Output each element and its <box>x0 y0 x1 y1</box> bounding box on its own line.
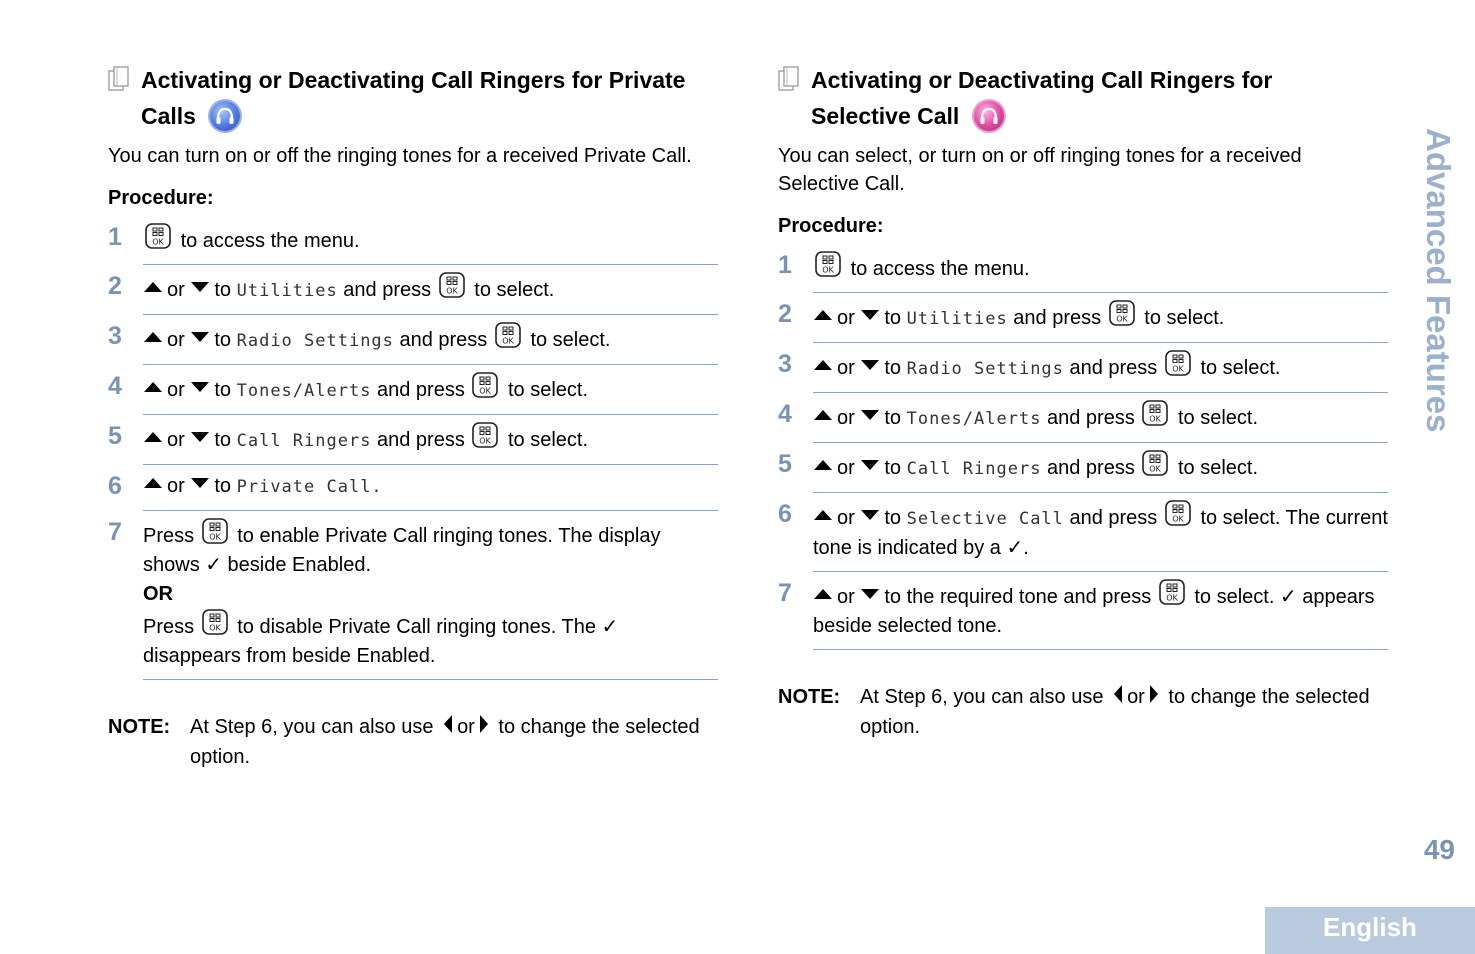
svg-text:OK: OK <box>502 336 514 346</box>
procedure-steps <box>108 216 718 680</box>
and-press-text: and press <box>399 329 488 351</box>
down-arrow-icon <box>860 459 880 471</box>
to-select-text: to select. <box>1200 357 1281 379</box>
to-text: to <box>214 475 232 497</box>
note <box>108 712 718 772</box>
right-column <box>778 62 1388 742</box>
procedure-label: Procedure: <box>108 187 214 209</box>
to-select-text: to select. <box>530 329 611 351</box>
down-arrow-icon <box>190 281 210 293</box>
up-arrow-icon <box>813 409 833 421</box>
menu-item-private-call: Private Call. <box>236 477 383 497</box>
note-text-a: At Step 6, you can also use <box>190 716 434 738</box>
step-number: 7 <box>108 518 122 546</box>
svg-text:OK: OK <box>208 623 221 633</box>
and-press-text: and press <box>343 279 432 301</box>
step-7 <box>108 511 718 680</box>
to-select-text: to select. <box>474 279 555 301</box>
and-press-text: and press <box>1069 507 1158 529</box>
or-text: or <box>837 307 855 329</box>
down-arrow-icon <box>860 359 880 371</box>
note-text-a: At Step 6, you can also use <box>860 686 1104 708</box>
to-select-text: to select. <box>1177 457 1259 479</box>
to-select-text: to select. <box>1177 407 1259 429</box>
menu-ok-button-icon <box>1142 450 1168 476</box>
step-number: 5 <box>778 450 792 478</box>
to-text: to <box>884 357 902 379</box>
press-text: Press <box>143 616 195 638</box>
svg-text:OK: OK <box>479 386 492 396</box>
note-or: or <box>457 716 475 738</box>
to-text: to <box>214 379 232 401</box>
down-arrow-icon <box>190 477 210 489</box>
to-select-text: to select. <box>507 429 589 451</box>
menu-ok-button-icon <box>1159 579 1185 605</box>
intro-text: You can turn on or off the ringing tones for a received Private Call. <box>108 145 692 167</box>
down-arrow-icon <box>190 381 210 393</box>
menu-item-radio-settings: Radio Settings <box>236 331 394 351</box>
left-arrow-icon <box>443 714 453 734</box>
down-arrow-icon <box>860 588 880 600</box>
menu-item-selective-call: Selective Call <box>906 509 1064 529</box>
to-text: to <box>214 329 232 351</box>
heading-line-1: Activating or Deactivating Call Ringers for Private <box>141 67 686 93</box>
and-press-text: and press <box>1047 457 1135 479</box>
svg-text:OK: OK <box>445 286 458 296</box>
up-arrow-icon <box>143 431 163 443</box>
menu-ok-button-icon <box>202 609 228 635</box>
menu-ok-button-icon <box>472 422 498 448</box>
left-column <box>108 62 718 772</box>
right-arrow-icon <box>479 714 489 734</box>
note-text-b: to change the selected option. <box>860 686 1370 738</box>
procedure-steps <box>778 244 1388 650</box>
step-number: 4 <box>108 372 122 400</box>
page-number: 49 <box>1423 834 1455 865</box>
to-text: to <box>884 407 902 429</box>
heading-line-2: Selective Call <box>811 103 960 129</box>
heading-line-1: Activating or Deactivating Call Ringers for <box>811 67 1273 93</box>
svg-text:OK: OK <box>1115 314 1128 324</box>
step-5 <box>108 415 718 465</box>
step-number: 2 <box>778 300 792 328</box>
enable-text: to enable Private Call ringing tones. The display shows ✓ beside Enabled. <box>143 525 661 576</box>
to-text: to <box>884 307 902 329</box>
svg-text:OK: OK <box>152 237 164 247</box>
menu-ok-button-icon <box>815 251 841 277</box>
note-label: NOTE: <box>778 686 841 708</box>
menu-ok-button-icon <box>439 272 465 298</box>
step-number: 6 <box>108 472 122 500</box>
down-arrow-icon <box>860 309 880 321</box>
to-text: to <box>884 457 902 479</box>
intro-text: You can select, or turn on or off ringing tones for a received Selective Call. <box>778 145 1302 195</box>
and-press-text: and press <box>1013 307 1102 329</box>
or-text: or <box>837 507 855 529</box>
svg-text:OK: OK <box>1149 464 1162 474</box>
step-4 <box>778 393 1388 443</box>
page-icon <box>108 66 130 102</box>
svg-text:OK: OK <box>1166 593 1178 603</box>
up-arrow-icon <box>143 331 163 343</box>
down-arrow-icon <box>190 431 210 443</box>
step-number: 2 <box>108 272 122 300</box>
menu-item-tones-alerts: Tones/Alerts <box>236 381 372 401</box>
up-arrow-icon <box>813 509 833 521</box>
up-arrow-icon <box>813 588 833 600</box>
up-arrow-icon <box>143 477 163 489</box>
step-text: to access the menu. <box>850 258 1030 280</box>
page-icon <box>778 66 800 102</box>
or-separator: OR <box>143 583 173 605</box>
and-press-text: and press <box>1069 357 1158 379</box>
right-arrow-icon <box>1149 684 1159 704</box>
step-6 <box>108 465 718 511</box>
menu-item-call-ringers: Call Ringers <box>236 431 372 451</box>
menu-item-tones-alerts: Tones/Alerts <box>906 409 1042 429</box>
or-text: or <box>167 429 185 451</box>
disable-text: to disable Private Call ringing tones. The ✓ disappears from beside Enabled. <box>143 616 619 667</box>
step-number: 5 <box>108 422 122 450</box>
to-select-text: to select. <box>1144 307 1225 329</box>
to-text: to <box>884 507 902 529</box>
step-1 <box>108 216 718 265</box>
step-1 <box>778 244 1388 293</box>
step-number: 7 <box>778 579 792 607</box>
svg-text:OK: OK <box>1172 364 1184 374</box>
menu-ok-button-icon <box>145 223 171 249</box>
step-4 <box>108 365 718 415</box>
down-arrow-icon <box>860 509 880 521</box>
svg-text:OK: OK <box>208 532 221 542</box>
svg-text:OK: OK <box>822 265 834 275</box>
svg-text:OK: OK <box>1149 414 1162 424</box>
up-arrow-icon <box>143 281 163 293</box>
menu-item-radio-settings: Radio Settings <box>906 359 1064 379</box>
private-call-feature-icon <box>210 101 240 131</box>
menu-item-utilities: Utilities <box>906 309 1008 329</box>
step-3 <box>108 315 718 365</box>
to-text: to <box>214 279 232 301</box>
step-text: to access the menu. <box>180 230 360 252</box>
press-text: Press <box>143 525 195 547</box>
menu-item-utilities: Utilities <box>236 281 338 301</box>
menu-ok-button-icon <box>472 372 498 398</box>
or-text: or <box>167 279 185 301</box>
up-arrow-icon <box>813 359 833 371</box>
step-number: 3 <box>108 322 122 350</box>
menu-ok-button-icon <box>495 322 521 348</box>
step-5 <box>778 443 1388 493</box>
step-7 <box>778 572 1388 650</box>
up-arrow-icon <box>813 309 833 321</box>
note-label: NOTE: <box>108 716 171 738</box>
menu-ok-button-icon <box>1165 350 1191 376</box>
step-number: 6 <box>778 500 792 528</box>
selective-call-feature-icon <box>974 101 1004 131</box>
down-arrow-icon <box>190 331 210 343</box>
menu-item-call-ringers: Call Ringers <box>906 459 1042 479</box>
and-press-text: and press <box>377 379 465 401</box>
menu-ok-button-icon <box>1165 500 1191 526</box>
to-text: to the required tone and press <box>884 586 1152 608</box>
to-select-text: to select. <box>507 379 589 401</box>
menu-ok-button-icon <box>1109 300 1135 326</box>
or-text: or <box>167 379 185 401</box>
to-select-text: to select. ✓ appears beside selected tone. <box>813 586 1375 637</box>
step-number: 1 <box>108 223 122 251</box>
and-press-text: and press <box>1047 407 1135 429</box>
section-heading-private-calls <box>108 62 718 134</box>
section-heading-selective-call <box>778 62 1388 134</box>
note <box>778 682 1388 742</box>
to-text: to <box>214 429 232 451</box>
procedure-label: Procedure: <box>778 215 884 237</box>
language-tab: English <box>1265 907 1475 954</box>
heading-line-2: Calls <box>141 103 196 129</box>
and-press-text: and press <box>377 429 465 451</box>
or-text: or <box>837 407 855 429</box>
menu-ok-button-icon <box>202 518 228 544</box>
step-2 <box>108 265 718 315</box>
step-6 <box>778 493 1388 572</box>
step-2 <box>778 293 1388 343</box>
or-text: or <box>837 357 855 379</box>
menu-ok-button-icon <box>1142 400 1168 426</box>
down-arrow-icon <box>860 409 880 421</box>
svg-text:OK: OK <box>1172 514 1184 524</box>
step-number: 4 <box>778 400 792 428</box>
to-select-text: to select. The current tone is indicated by a ✓. <box>813 507 1388 559</box>
or-text: or <box>837 586 855 608</box>
up-arrow-icon <box>813 459 833 471</box>
step-number: 3 <box>778 350 792 378</box>
left-arrow-icon <box>1113 684 1123 704</box>
svg-text:OK: OK <box>479 436 492 446</box>
step-number: 1 <box>778 251 792 279</box>
or-text: or <box>167 329 185 351</box>
step-3 <box>778 343 1388 393</box>
note-text-b: to change the selected option. <box>190 716 700 768</box>
or-text: or <box>167 475 185 497</box>
up-arrow-icon <box>143 381 163 393</box>
chapter-side-title: Advanced Features <box>1420 128 1457 433</box>
or-text: or <box>837 457 855 479</box>
note-or: or <box>1127 686 1145 708</box>
